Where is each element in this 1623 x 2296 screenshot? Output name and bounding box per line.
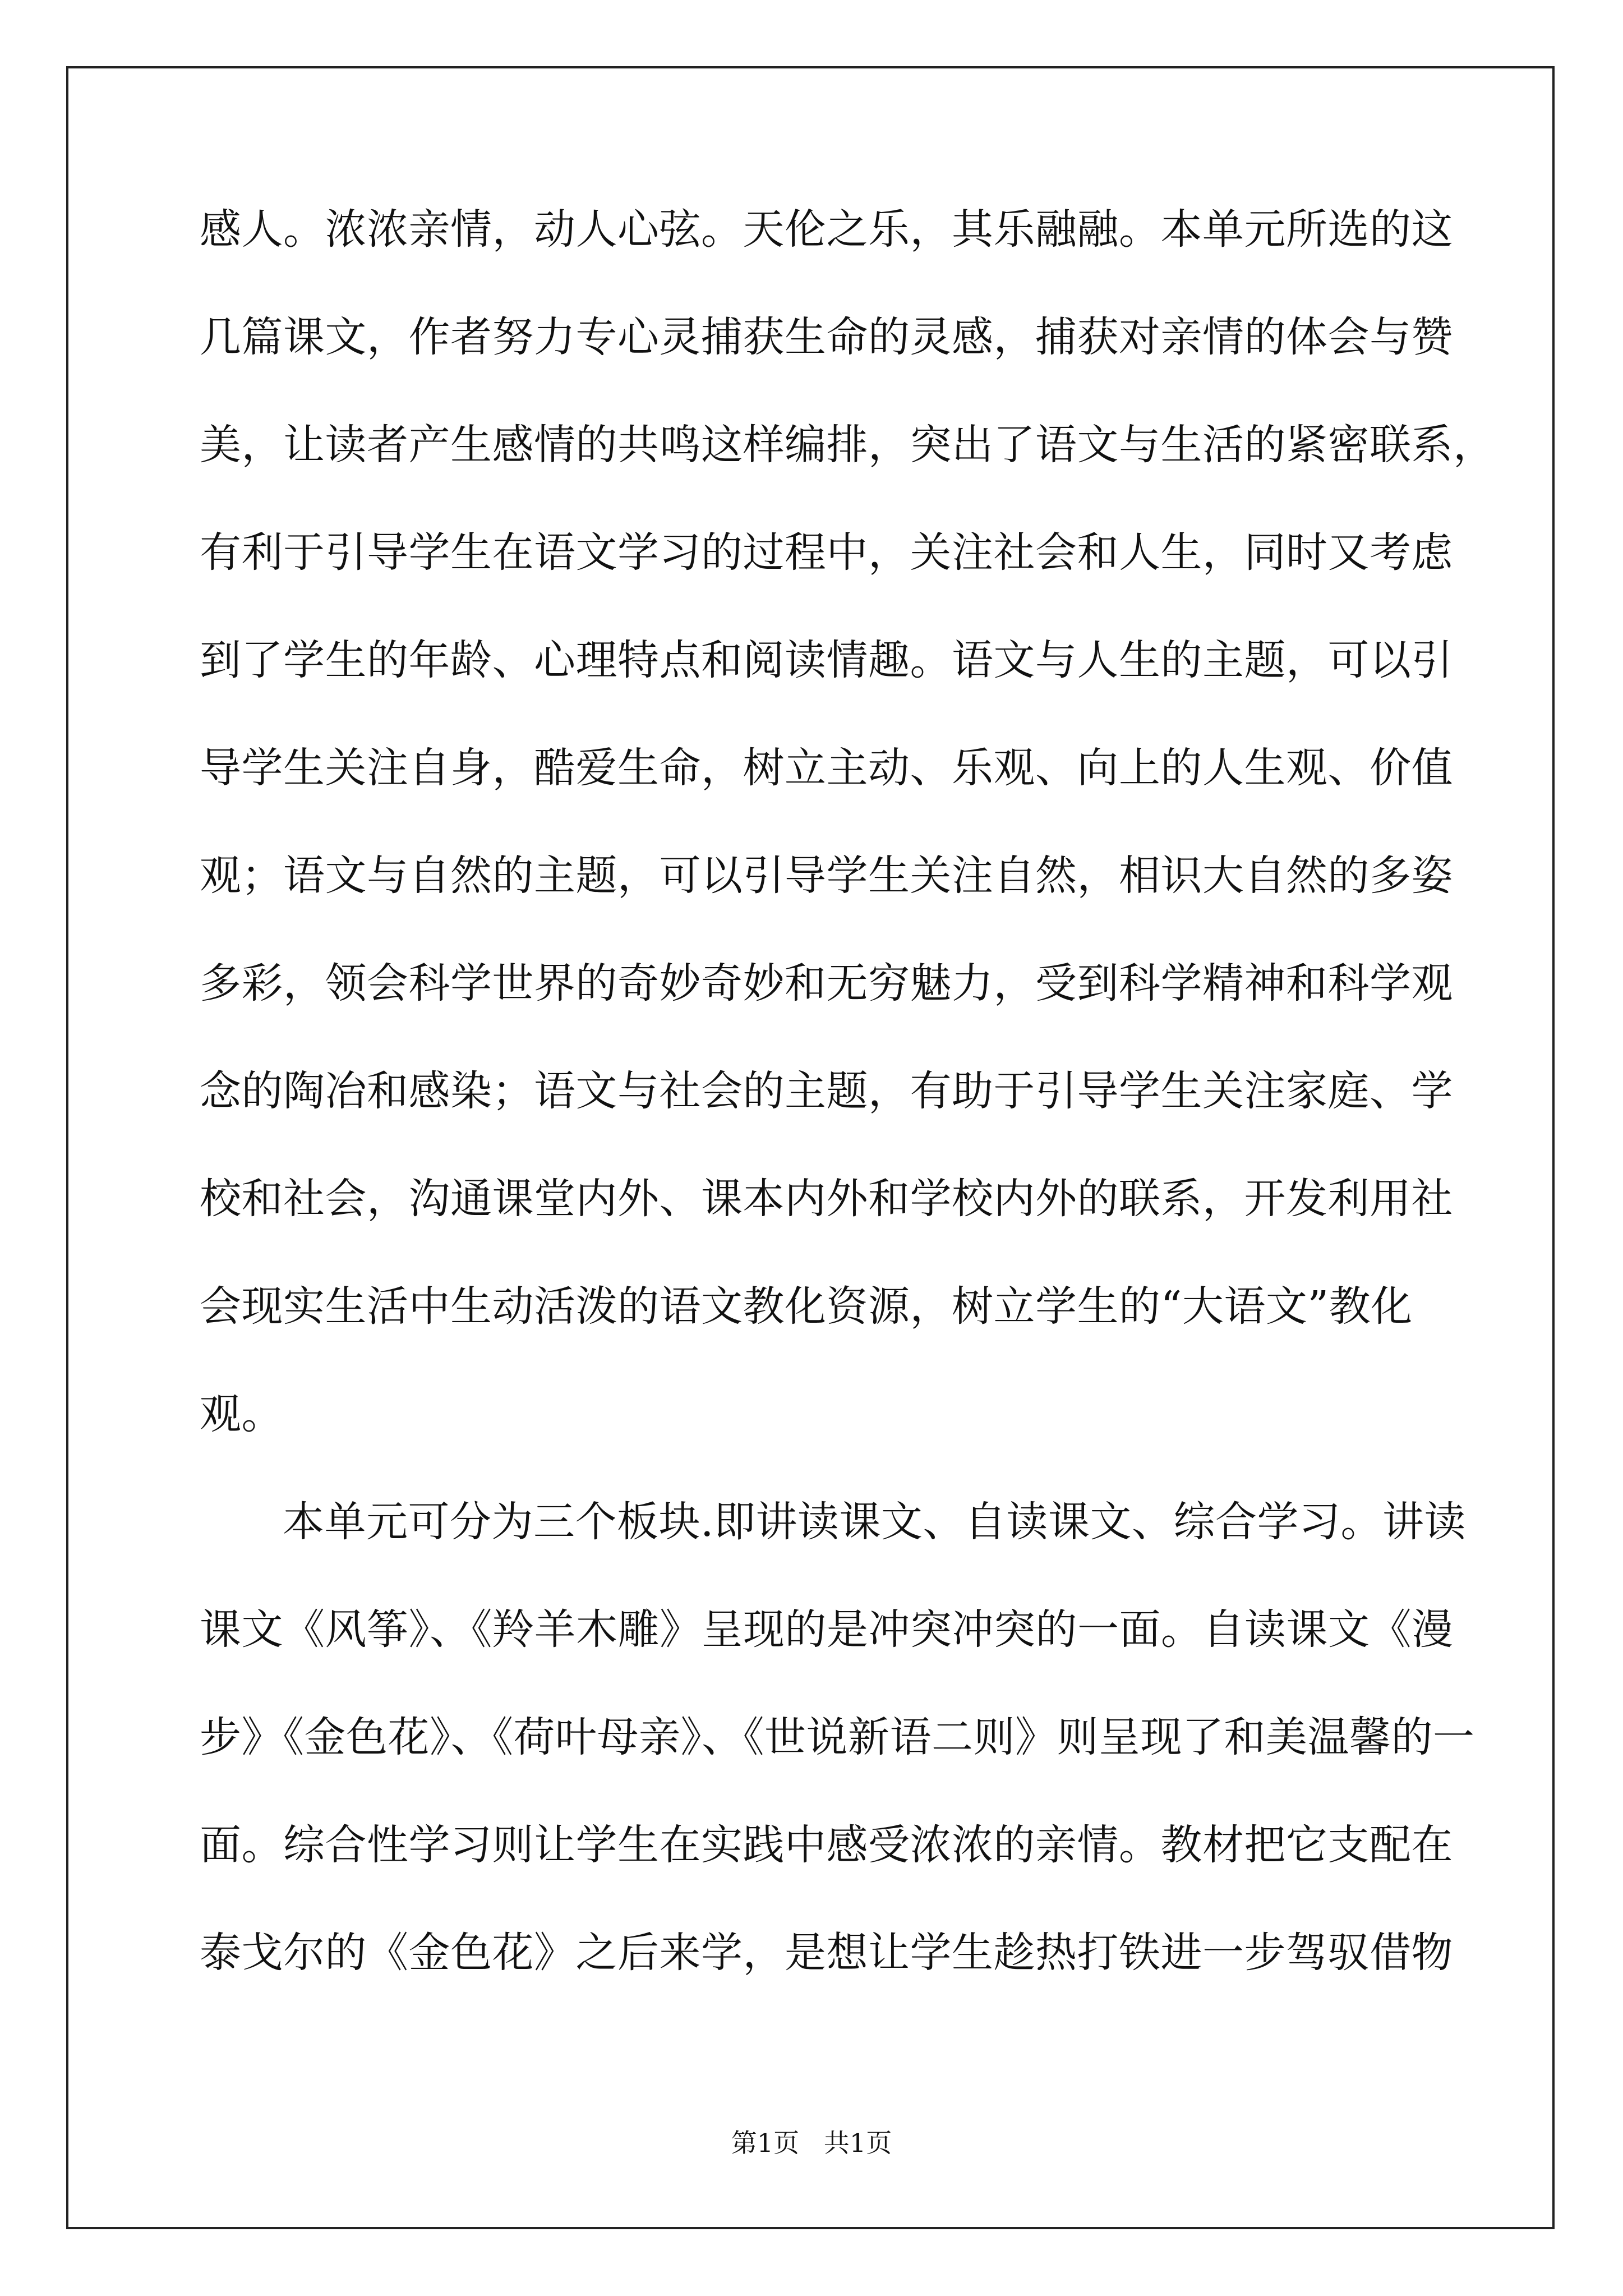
text-line: 步》《金色花》、《荷叶母亲》、《世说新语二则》则呈现了和美温馨的一 xyxy=(200,1713,1475,1761)
text-line: 美，让读者产生感情的共鸣这样编排，突出了语文与生活的紧密联系， xyxy=(200,421,1495,469)
text-line: 观。 xyxy=(200,1390,283,1438)
document-body xyxy=(200,205,1495,2039)
text-line: 校和社会，沟通课堂内外、课本内外和学校内外的联系，开发利用社 xyxy=(200,1175,1453,1223)
text-line: 感人。浓浓亲情，动人心弦。天伦之乐，其乐融融。本单元所选的这 xyxy=(200,205,1453,254)
text-line: 到了学生的年龄、心理特点和阅读情趣。语文与人生的主题，可以引 xyxy=(200,636,1453,684)
text-line: 观；语文与自然的主题，可以引导学生关注自然，相识大自然的多姿 xyxy=(200,852,1453,900)
text-line: 有利于引导学生在语文学习的过程中，关注社会和人生，同时又考虑 xyxy=(200,528,1453,577)
paragraph-1 xyxy=(200,205,1495,1500)
text-line: 泰戈尔的《金色花》之后来学，是想让学生趁热打铁进一步驾驭借物 xyxy=(200,1929,1453,1977)
paragraph-2 xyxy=(200,1498,1475,2039)
page-footer: 第1页 共1页 xyxy=(731,2128,892,2158)
text-line: 面。综合性学习则让学生在实践中感受浓浓的亲情。教材把它支配在 xyxy=(200,1821,1453,1869)
text-line: 几篇课文，作者努力专心灵捕获生命的灵感，捕获对亲情的体会与赞 xyxy=(200,313,1453,361)
text-line: 念的陶冶和感染；语文与社会的主题，有助于引导学生关注家庭、学 xyxy=(200,1067,1453,1115)
text-line: 多彩，领会科学世界的奇妙奇妙和无穷魅力，受到科学精神和科学观 xyxy=(200,959,1453,1007)
text-line: 本单元可分为三个板块.即讲读课文、自读课文、综合学习。讲读 xyxy=(283,1498,1467,1546)
text-line: 会现实生活中生动活泼的语文教化资源，树立学生的“大语文”教化 xyxy=(200,1282,1413,1331)
text-line: 导学生关注自身，酷爱生命，树立主动、乐观、向上的人生观、价值 xyxy=(200,744,1453,792)
text-line: 课文《风筝》、《羚羊木雕》呈现的是冲突冲突的一面。自读课文《漫 xyxy=(200,1605,1454,1654)
